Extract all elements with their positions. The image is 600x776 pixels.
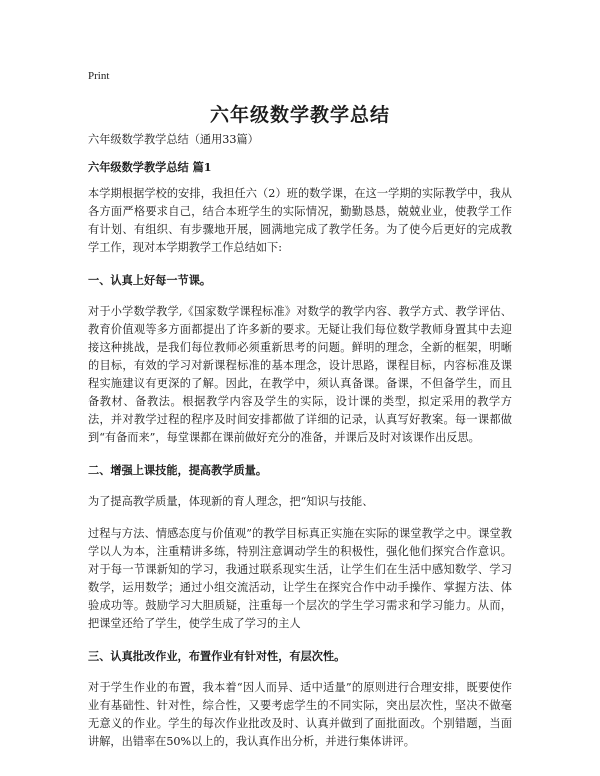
section-2-paragraph-2: 过程与方法、情感态度与价值观”的教学目标真正实施在实际的课堂教学之中。课堂教学以人为本，注重精讲多练，特别注意调动学生的积极性，强化他们探究合作意识。对于每一节课新知的学习，我通过联系现实生活，让学生们在生活中感知数学、学习数学，运用数学；通过小组交流活动，让学生在探究合作中动手操作、掌握方法、体验成功等。鼓励学习大胆质疑，注重每一个层次的学生学习需求和学习能力。从而，把课堂还给了学生，使学生成了学习的主人 [88,527,512,630]
intro-paragraph: 本学期根据学校的安排，我担任六（2）班的数学课，在这一学期的实际教学中，我从各方面严格要求自己，结合本班学生的实际情况，勤勤恳恳，兢兢业业，使教学工作有计划、有组织、有步骤地开展，圆满地完成了教学任务。为了使今后更好的完成教学工作，现对本学期教学工作总结如下: [88,187,512,254]
section-2-paragraph-1: 为了提高教学质量，体现新的育人理念，把“知识与技能、 [88,495,374,508]
section-heading-1: 一、认真上好每一节课。 [88,273,212,287]
print-link[interactable]: Print [88,70,110,82]
section-heading-2: 二、增强上课技能，提高教学质量。 [88,463,268,477]
article-heading: 六年级数学教学总结 篇1 [88,160,212,174]
document-title: 六年级数学教学总结 [209,104,390,126]
document-subtitle: 六年级数学教学总结（通用33篇） [88,133,259,146]
document-body [88,131,512,751]
section-3-paragraph-1: 对于学生作业的布置，我本着“因人而异、适中适量”的原则进行合理安排，既要使作业有基础性、针对性，综合性，又要考虑学生的不同实际，突出层次性，坚决不做毫无意义的作业。学生的每次作业批改及时、认真并做到了面批面改。个别错题，当面讲解，出错率在50%以上的，我认真作出分析，并进行集体讲评。 [88,681,512,748]
section-1-paragraph-1: 对于小学数学教学,《国家数学课程标准》对数学的教学内容、教学方式、教学评估、教育价值观等多方面都提出了许多新的要求。无疑让我们每位数学教师身置其中去迎接这种挑战，是我们每位教师必须重新思考的问题。鲜明的理念，全新的框架，明晰的目标，有效的学习对新课程标准的基本理念，设计思路，课程目标，内容标准及课程实施建议有更深的了解。因此，在教学中，须认真备课。备课，不但备学生，而且备教材、备教法。根据教学内容及学生的实际，设计课的类型，拟定采用的教学方法，并对教学过程的程序及时间安排都做了详细的记录，认真写好教案。每一课都做到“有备而来”，每堂课都在课前做好充分的准备，并课后及时对该课作出反思。 [88,305,512,444]
section-heading-3: 三、认真批改作业，布置作业有针对性，有层次性。 [88,649,346,663]
